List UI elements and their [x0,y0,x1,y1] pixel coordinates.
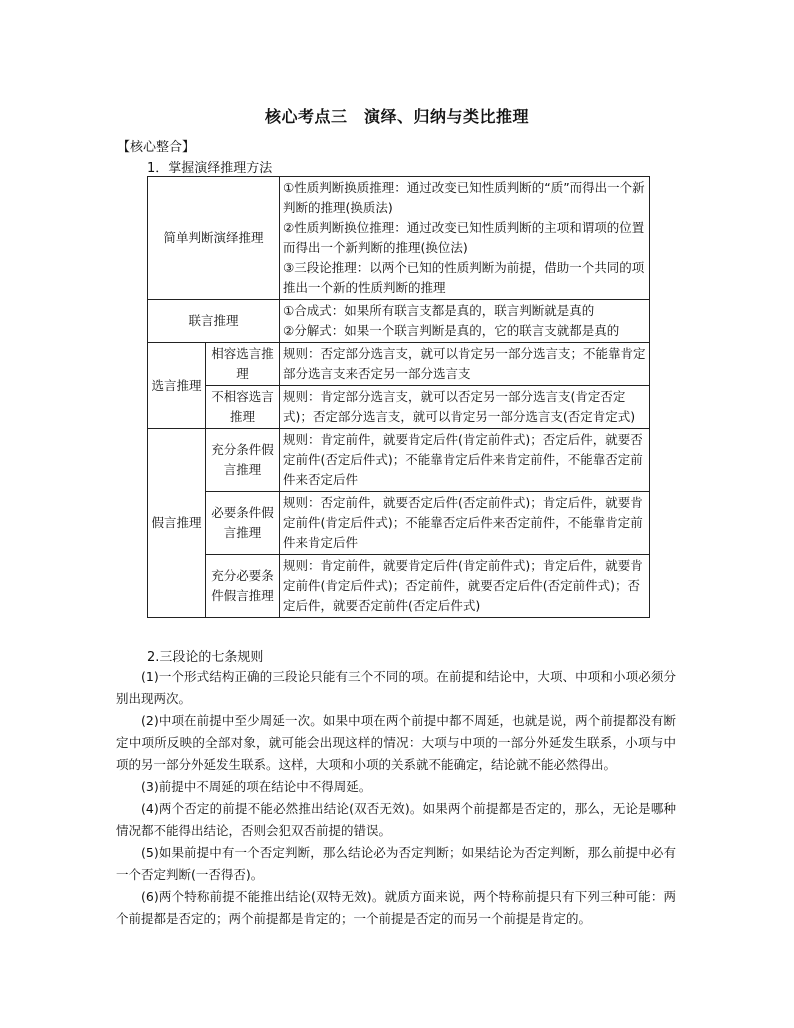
rule-incompatible-disjunctive: 规则：肯定部分选言支，就可以否定另一部分选言支(肯定否定式)；否定部分选言支，就可以肯定另一部分选言支(否定肯定式) [280,386,650,429]
sub-sufficient-necessary-condition: 充分必要条件假言推理 [206,555,280,618]
table-row [148,429,650,492]
sub-compatible-disjunctive: 相容选言推理 [206,343,280,386]
table-row [148,492,650,555]
content-line: ③三段论推理：以两个已知的性质判断为前提，借助一个共同的项推出一个新的性质判断的推理 [283,260,645,295]
table-row [148,555,650,618]
content-line: ①合成式：如果所有联言支都是真的，联言判断就是真的 [283,303,595,318]
content-line: ②性质判断换位推理：通过改变已知性质判断的主项和谓项的位置而得出一个新判断的推理(换位法) [283,220,645,255]
rule-paragraph: (5)如果前提中有一个否定判断，那么结论必为否定判断；如果结论为否定判断，那么前提中必有一个否定判断(一否得否)。 [116,845,676,882]
rule-paragraph: (3)前提中不周延的项在结论中不得周延。 [141,779,372,794]
rule-paragraph: (1)一个形式结构正确的三段论只能有三个不同的项。在前提和结论中，大项、中项和小项必须分别出现两次。 [116,669,676,706]
category-hypothetical: 假言推理 [148,429,206,618]
section-heading: 【核心整合】 [117,140,196,155]
content-conjunctive [280,300,650,343]
subsection-heading-2: 2.三段论的七条规则 [147,650,264,665]
category-simple-judgment: 简单判断演绎推理 [148,177,280,300]
syllogism-rules [116,666,676,930]
rule-sufficient-condition: 规则：肯定前件，就要肯定后件(肯定前件式)；否定后件，就要否定前件(否定后件式)；不能靠肯定后件来肯定前件，不能靠否定前件来否定后件 [280,429,650,492]
category-conjunctive: 联言推理 [148,300,280,343]
rule-paragraph: (4)两个否定的前提不能必然推出结论(双否无效)。如果两个前提都是否定的，那么，无论是哪种情况都不能得出结论，否则会犯双否前提的错误。 [116,801,676,838]
rule-compatible-disjunctive: 规则：否定部分选言支，就可以肯定另一部分选言支；不能靠肯定部分选言支来否定另一部分选言支 [280,343,650,386]
content-line: ②分解式：如果一个联言判断是真的，它的联言支就都是真的 [283,323,620,338]
subsection-heading-1: 1．掌握演绎推理方法 [147,161,273,176]
content-simple-judgment [280,177,650,300]
content-line: ①性质判断换质推理：通过改变已知性质判断的“质”而得出一个新判断的推理(换质法) [283,180,645,215]
rule-sufficient-necessary-condition: 规则：肯定前件，就要肯定后件(肯定前件式)；肯定后件，就要肯定前件(肯定后件式)；否定前件，就要否定后件(否定前件式)；否定后件，就要否定前件(否定后件式) [280,555,650,618]
table-row [148,343,650,386]
sub-sufficient-condition: 充分条件假言推理 [206,429,280,492]
rule-necessary-condition: 规则：否定前件，就要否定后件(否定前件式)；肯定后件，就要肯定前件(肯定后件式)；不能靠否定后件来否定前件，不能靠肯定前件来肯定后件 [280,492,650,555]
table-row [148,300,650,343]
sub-incompatible-disjunctive: 不相容选言推理 [206,386,280,429]
sub-necessary-condition: 必要条件假言推理 [206,492,280,555]
category-disjunctive: 选言推理 [148,343,206,429]
table-row [148,386,650,429]
page-title: 核心考点三 演绎、归纳与类比推理 [264,107,529,126]
rule-paragraph: (6)两个特称前提不能推出结论(双特无效)。就质方面来说，两个特称前提只有下列三种可能：两个前提都是否定的；两个前提都是肯定的；一个前提是否定的而另一个前提是肯定的。 [116,889,676,926]
deductive-reasoning-table [147,176,650,618]
table-row [148,177,650,300]
rule-paragraph: (2)中项在前提中至少周延一次。如果中项在两个前提中都不周延，也就是说，两个前提都没有断定中项所反映的全部对象，就可能会出现这样的情况：大项与中项的一部分外延发生联系，小项与中项的另一部分外延发生联系。这样，大项和小项的关系就不能确定，结论就不能必然得出。 [116,713,676,772]
